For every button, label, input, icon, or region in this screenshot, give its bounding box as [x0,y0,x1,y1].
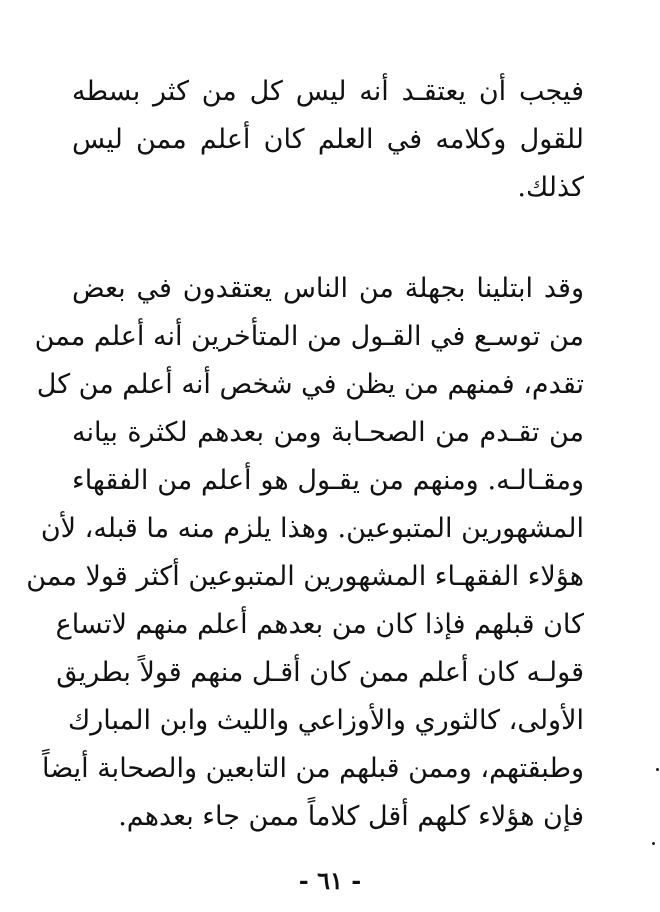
text-line: فإن هؤلاء كلهم أقل كلاماً ممن جاء بعدهم. [118,801,584,832]
text-line: قولـه كان أعلم ممن كان أقـل منهم قولاً بطريق [56,657,584,688]
scan-speck [656,768,659,771]
text-line: للقول وكلامه في العلم كان أعلم ممن ليس [72,124,584,155]
text-line: فيجب أن يعتقـد أنه ليس كل من كثر بسطه [72,76,584,107]
text-line: تقدم، فمنهم من يظن في شخص أنه أعلم من كل [36,369,584,400]
page-number: - ٦١ - [298,866,362,895]
text-line: وطبقتهم، وممن قبلهم من التابعين والصحابة أيضاً [41,753,584,784]
paragraph-1 [72,68,584,212]
text-line: من تقـدم من الصحـابة ومن بعدهم لكثرة بيانه [72,417,584,448]
text-line: هؤلاء الفقهـاء المشهورين المتبوعين أكثر قولا ممن [26,561,584,592]
text-line: كذلك. [517,172,584,203]
text-line: الأولى، كالثوري والأوزاعي والليث وابن المبارك [68,705,584,736]
text-line: من توسـع في القـول من المتأخرين أنه أعلم ممن [34,321,584,352]
scan-speck [652,842,655,845]
text-line: وقد ابتلينا بجهلة من الناس يعتقدون في بعض [72,273,584,304]
text-line: كان قبلهم فإذا كان من بعدهم أعلم منهم لاتساع [55,609,584,640]
paragraph-2 [26,265,584,841]
text-line: المشهورين المتبوعين. وهذا يلزم منه ما قبله، لأن [40,513,584,544]
text-line: ومقـالـه. ومنهم من يقـول هو أعلم من الفقهاء [72,465,584,496]
